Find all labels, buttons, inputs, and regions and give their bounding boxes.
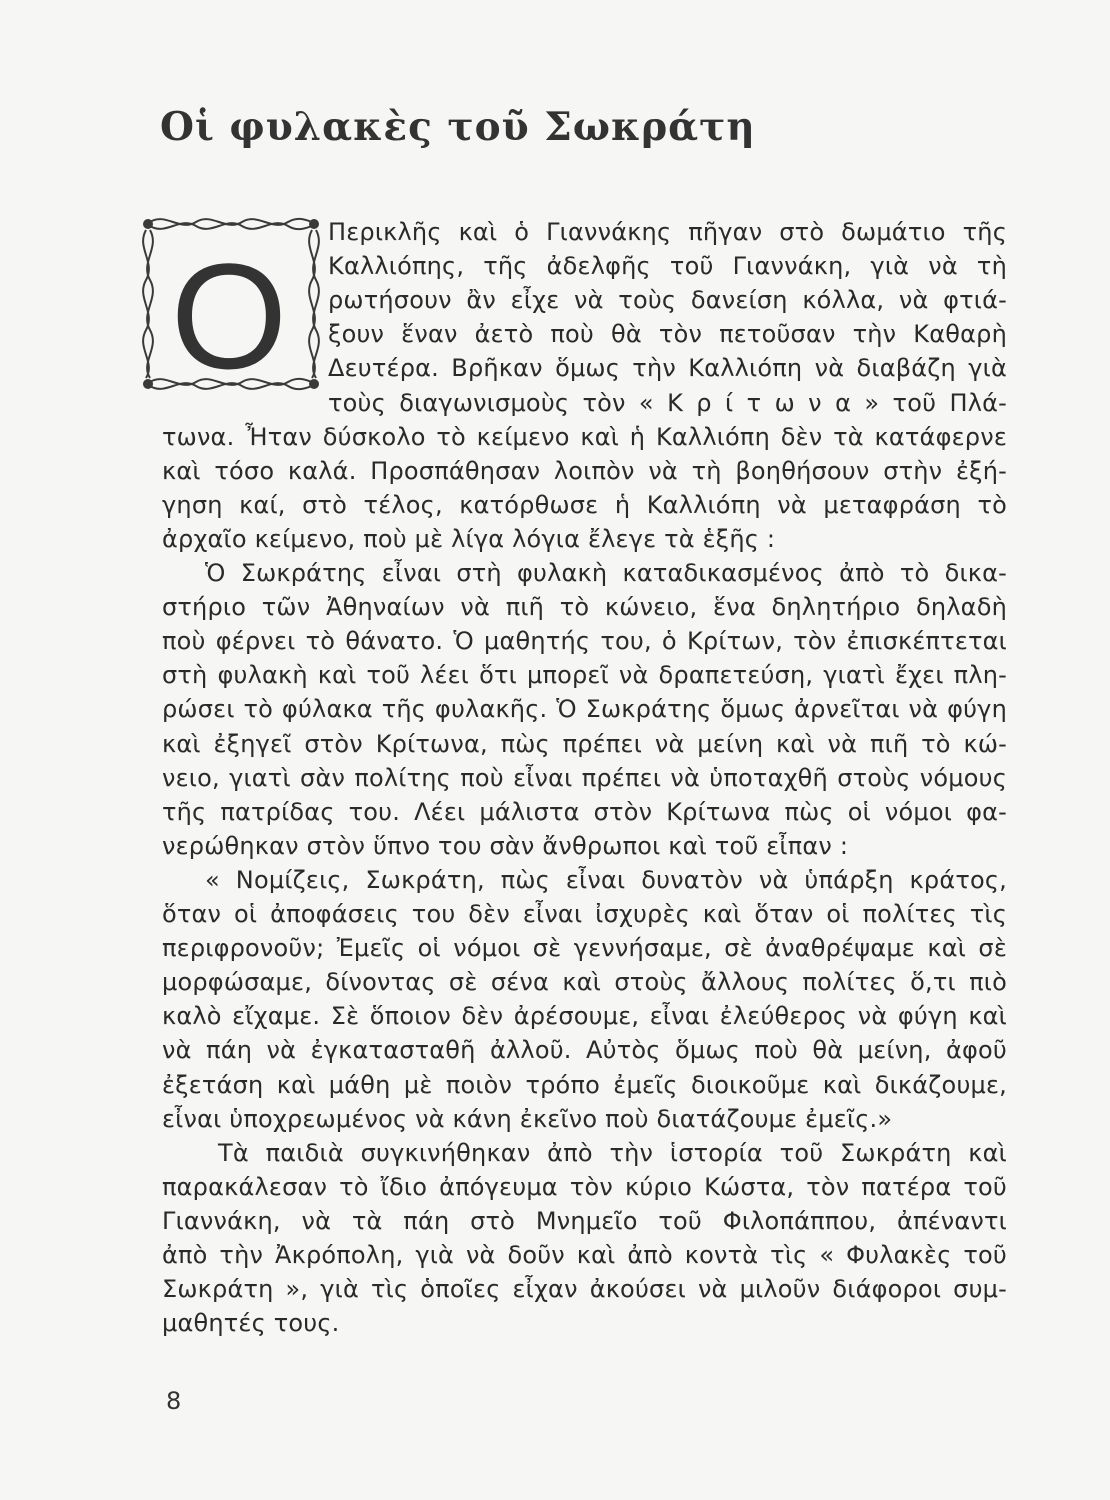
text-line: Σωκράτη », γιὰ τὶς ὁποῖες εἶχαν ἀκούσει νὰ μιλοῦν διάφοροι συμ- xyxy=(162,1275,1007,1304)
text-line: « Νομίζεις, Σωκράτη, πὼς εἶναι δυνατὸν νὰ ὑπάρξη κράτος, xyxy=(205,865,1007,894)
drop-cap-ornament xyxy=(136,210,322,400)
text-line: Καλλιόπης, τῆς ἀδελφῆς τοῦ Γιαννάκη, γιὰ νὰ τὴ xyxy=(328,252,1007,281)
text-line: τωνα. Ἦταν δύσκολο τὸ κείμενο καὶ ἡ Καλλιόπη δὲν τὰ κατάφερνε xyxy=(162,422,1007,451)
text-line: στὴ φυλακὴ καὶ τοῦ λέει ὅτι μπορεῖ νὰ δραπετεύση, γιατὶ ἔχει πλη- xyxy=(162,661,1007,690)
text-line: ρώσει τὸ φύλακα τῆς φυλακῆς. Ὁ Σωκράτης ὅμως ἀρνεῖται νὰ φύγη xyxy=(162,695,1007,724)
text-line: ὅταν οἱ ἀποφάσεις του δὲν εἶναι ἰσχυρὲς καὶ ὅταν οἱ πολίτες τὶς xyxy=(162,900,1007,928)
text-line: περιφρονοῦν; Ἐμεῖς οἱ νόμοι σὲ γεννήσαμε, σὲ ἀναθρέψαμε καὶ σὲ xyxy=(162,934,1007,963)
text-line: εἶναι ὑποχρεωμένος νὰ κάνη ἐκεῖνο ποὺ διατάζουμε ἐμεῖς.» xyxy=(162,1104,893,1133)
text-line: καλὸ εἴχαμε. Σὲ ὅποιον δὲν ἀρέσουμε, εἶναι ἐλεύθερος νὰ φύγη καὶ xyxy=(162,1002,1007,1031)
text-line: νὰ πάη νὰ ἐγκατασταθῆ ἀλλοῦ. Αὐτὸς ὅμως ποὺ θὰ μείνη, ἀφοῦ xyxy=(162,1036,1007,1065)
text-line: ποὺ φέρνει τὸ θάνατο. Ὁ μαθητής του, ὁ Κρίτων, τὸν ἐπισκέπτεται xyxy=(162,627,1007,656)
chapter-title: Οἱ φυλακὲς τοῦ Σωκράτη xyxy=(160,104,756,150)
text-line: καὶ τόσο καλά. Προσπάθησαν λοιπὸν νὰ τὴ βοηθήσουν στὴν ἐξή- xyxy=(162,456,1007,485)
text-line: ἀπὸ τὴν Ἀκρόπολη, γιὰ νὰ δοῦν καὶ ἀπὸ κοντὰ τὶς « Φυλακὲς τοῦ xyxy=(162,1241,1007,1269)
text-line: μορφώσαμε, δίνοντας σὲ σένα καὶ στοὺς ἄλλους πολίτες ὅ,τι πιὸ xyxy=(162,968,1007,997)
text-line: ἀρχαῖο κείμενο, ποὺ μὲ λίγα λόγια ἔλεγε τὰ ἑξῆς : xyxy=(162,524,776,553)
text-line: Ὁ Σωκράτης εἶναι στὴ φυλακὴ καταδικασμένος ἀπὸ τὸ δικα- xyxy=(205,559,1007,587)
text-line: Περικλῆς καὶ ὁ Γιαννάκης πῆγαν στὸ δωμάτιο τῆς xyxy=(328,218,1007,246)
text-line: ρωτήσουν ἂν εἶχε νὰ τοὺς δανείση κόλλα, νὰ φτιά- xyxy=(328,286,1007,315)
text-line: τοὺς διαγωνισμοὺς τὸν « Κ ρ ί τ ω ν α » τοῦ Πλά- xyxy=(328,388,1007,417)
text-line: γηση καί, στὸ τέλος, κατόρθωσε ἡ Καλλιόπη νὰ μεταφράση τὸ xyxy=(162,490,1007,519)
page-number: 8 xyxy=(166,1387,182,1415)
text-line: ξουν ἕναν ἀετὸ ποὺ θὰ τὸν πετοῦσαν τὴν Καθαρὴ xyxy=(328,320,1007,349)
drop-cap-letter: Ο xyxy=(170,232,288,400)
text-line: Γιαννάκη, νὰ τὰ πάη στὸ Μνημεῖο τοῦ Φιλοπάππου, ἀπέναντι xyxy=(162,1206,1007,1235)
text-line: ἐξετάση καὶ μάθη μὲ ποιὸν τρόπο ἐμεῖς διοικοῦμε καὶ δικάζουμε, xyxy=(162,1070,1007,1099)
text-line: παρακάλεσαν τὸ ἴδιο ἀπόγευμα τὸν κύριο Κώστα, τὸν πατέρα τοῦ xyxy=(162,1172,1007,1201)
text-line: τῆς πατρίδας του. Λέει μάλιστα στὸν Κρίτωνα πὼς οἱ νόμοι φα- xyxy=(162,797,1007,826)
ornament-frame-icon xyxy=(136,210,322,400)
text-line: νερώθηκαν στὸν ὕπνο του σὰν ἄνθρωποι καὶ τοῦ εἶπαν : xyxy=(162,831,849,860)
text-line: Τὰ παιδιὰ συγκινήθηκαν ἀπὸ τὴν ἱστορία τοῦ Σωκράτη καὶ xyxy=(218,1138,1007,1167)
text-line: στήριο τῶν Ἀθηναίων νὰ πιῆ τὸ κώνειο, ἕνα δηλητήριο δηλαδὴ xyxy=(162,593,1007,622)
text-line: μαθητές τους. xyxy=(162,1309,340,1338)
text-line: καὶ ἐξηγεῖ στὸν Κρίτωνα, πὼς πρέπει νὰ μείνη καὶ νὰ πιῆ τὸ κώ- xyxy=(162,729,1007,758)
text-line: Δευτέρα. Βρῆκαν ὅμως τὴν Καλλιόπη νὰ διαβάζη γιὰ xyxy=(328,354,1007,383)
text-line: νειο, γιατὶ σὰν πολίτης ποὺ εἶναι πρέπει νὰ ὑποταχθῆ στοὺς νόμους xyxy=(162,763,1007,792)
